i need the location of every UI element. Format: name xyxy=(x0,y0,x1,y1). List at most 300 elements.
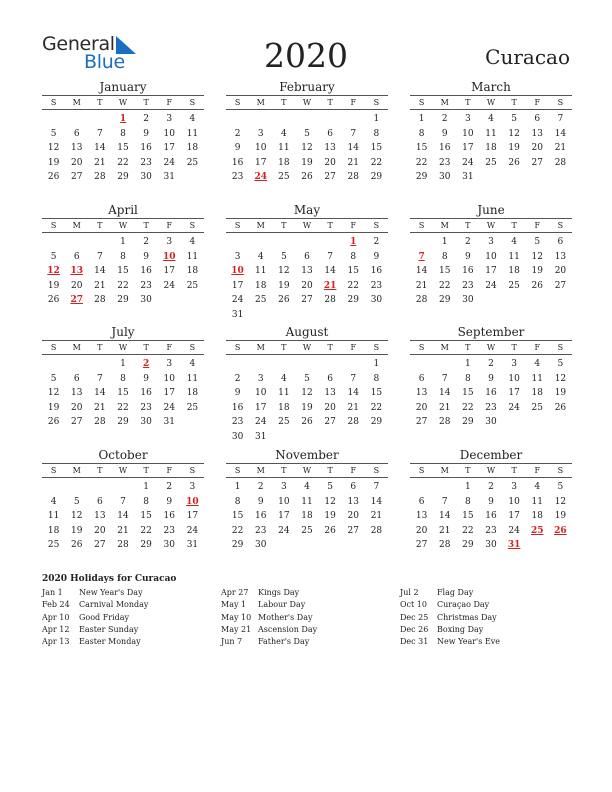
day-cell: 14 xyxy=(347,143,359,154)
holiday-row xyxy=(221,636,317,648)
day-grid xyxy=(42,235,204,308)
day-cell: 12 xyxy=(47,143,60,154)
day-cell: 6 xyxy=(327,128,333,139)
weekday-label: T xyxy=(281,98,287,107)
day-cell: 7 xyxy=(373,482,380,492)
weekday-label: W xyxy=(486,343,496,352)
weekday-label: W xyxy=(486,221,496,230)
weekday-label: T xyxy=(97,343,103,352)
day-cell: 1 xyxy=(418,114,425,124)
day-cell: 12 xyxy=(324,496,336,507)
month-title: May xyxy=(293,203,321,217)
weekday-label: M xyxy=(72,98,81,107)
day-cell: 5 xyxy=(304,128,310,139)
day-cell: 24 xyxy=(508,525,520,536)
month-december xyxy=(410,447,572,553)
day-cell: 2 xyxy=(234,373,241,384)
weekday-label: W xyxy=(118,343,128,352)
weekday-label: T xyxy=(281,221,287,230)
day-cell: 25 xyxy=(485,157,497,168)
holiday-date-label: Apr 27 xyxy=(221,588,249,597)
day-cell: 28 xyxy=(347,417,359,428)
day-cell: 21 xyxy=(415,280,428,291)
weekday-label: W xyxy=(118,466,128,475)
day-cell: 19 xyxy=(47,280,60,291)
day-cell: 10 xyxy=(163,373,175,384)
weekday-label: W xyxy=(118,98,128,107)
weekday-label: S xyxy=(234,98,241,107)
holiday-row xyxy=(400,636,500,648)
day-cell: 19 xyxy=(554,511,567,522)
day-cell: 16 xyxy=(140,388,152,399)
day-cell: 17 xyxy=(278,511,290,522)
day-cell: 28 xyxy=(94,417,106,428)
holiday-column xyxy=(400,587,500,648)
weekday-label: S xyxy=(373,466,380,475)
day-cell: 12 xyxy=(301,388,313,399)
day-cell: 7 xyxy=(327,251,333,262)
empty-cell xyxy=(272,357,295,372)
day-cell: 19 xyxy=(531,266,543,277)
weekday-label: F xyxy=(534,466,541,475)
weekday-label: S xyxy=(189,466,196,475)
holiday-row xyxy=(42,587,148,599)
day-cell: 22 xyxy=(462,525,474,536)
empty-cell xyxy=(42,235,65,250)
holiday-date-label: Feb 24 xyxy=(42,600,70,610)
holiday-date: 21 xyxy=(323,280,337,291)
weekday-label: T xyxy=(281,343,287,352)
day-cell: 19 xyxy=(278,280,290,291)
day-cell: 17 xyxy=(254,402,267,413)
holiday-row xyxy=(42,624,148,636)
day-cell: 8 xyxy=(120,128,126,139)
day-cell: 29 xyxy=(347,295,359,306)
weekday-label: W xyxy=(486,98,496,107)
day-cell: 16 xyxy=(438,143,451,154)
weekday-label: S xyxy=(234,466,241,475)
day-cell: 30 xyxy=(370,295,383,306)
day-cell: 7 xyxy=(441,373,448,384)
holiday-row xyxy=(42,599,148,611)
month-title: April xyxy=(108,203,138,217)
day-cell: 9 xyxy=(234,388,241,399)
day-cell: 24 xyxy=(231,295,244,306)
day-cell: 22 xyxy=(438,280,451,291)
day-cell: 22 xyxy=(370,402,383,413)
empty-cell xyxy=(65,357,88,372)
weekday-label: F xyxy=(350,221,357,230)
weekday-label: S xyxy=(189,221,196,230)
day-cell: 7 xyxy=(350,373,357,384)
empty-cell xyxy=(319,357,342,372)
day-cell: 9 xyxy=(234,143,241,154)
weekday-label: T xyxy=(97,98,103,107)
day-cell: 14 xyxy=(94,388,106,399)
empty-cell xyxy=(249,235,272,250)
holiday-date-label: May 1 xyxy=(221,600,247,610)
day-cell: 9 xyxy=(488,373,494,384)
day-cell: 4 xyxy=(189,359,196,369)
day-cell: 29 xyxy=(370,172,383,183)
day-cell: 2 xyxy=(143,237,149,247)
holiday-row xyxy=(42,612,148,624)
day-cell: 21 xyxy=(117,525,129,536)
day-cell: 23 xyxy=(254,525,267,536)
holiday-name: Flag Day xyxy=(437,588,474,597)
day-cell: 2 xyxy=(441,114,448,124)
day-cell: 30 xyxy=(254,540,267,551)
holiday-row xyxy=(400,624,500,636)
weekday-header xyxy=(226,95,388,110)
day-cell: 25 xyxy=(186,402,199,413)
day-cell: 13 xyxy=(415,511,428,522)
day-cell: 5 xyxy=(557,359,564,369)
month-title: December xyxy=(459,448,523,462)
day-cell: 26 xyxy=(47,417,60,428)
day-cell: 21 xyxy=(370,511,383,522)
day-cell: 3 xyxy=(166,114,173,124)
day-cell: 26 xyxy=(554,402,567,413)
day-cell: 26 xyxy=(47,295,60,306)
day-cell: 18 xyxy=(186,143,199,154)
day-cell: 4 xyxy=(189,237,196,247)
holiday-row xyxy=(221,599,317,611)
weekday-label: M xyxy=(256,343,265,352)
day-cell: 22 xyxy=(231,525,244,536)
day-cell: 13 xyxy=(554,251,567,262)
day-cell: 30 xyxy=(438,172,451,183)
weekday-label: F xyxy=(350,343,357,352)
day-cell: 6 xyxy=(304,251,310,262)
day-cell: 2 xyxy=(373,237,380,247)
day-cell: 19 xyxy=(301,157,313,168)
month-title: November xyxy=(275,448,339,462)
day-cell: 18 xyxy=(278,402,290,413)
holiday-date: 1 xyxy=(119,114,127,124)
day-cell: 31 xyxy=(254,431,267,442)
holiday-name: Father's Day xyxy=(258,637,310,647)
empty-cell xyxy=(42,112,65,127)
day-cell: 23 xyxy=(462,280,474,291)
day-cell: 28 xyxy=(94,172,106,183)
day-cell: 10 xyxy=(278,496,290,507)
weekday-label: M xyxy=(72,343,81,352)
empty-cell xyxy=(410,480,433,495)
day-cell: 16 xyxy=(140,266,152,277)
day-cell: 31 xyxy=(163,417,175,428)
day-cell: 22 xyxy=(370,157,383,168)
day-cell: 27 xyxy=(324,417,336,428)
day-cell: 8 xyxy=(120,251,126,262)
day-cell: 16 xyxy=(254,511,267,522)
weekday-label: F xyxy=(166,98,173,107)
day-cell: 27 xyxy=(94,540,106,551)
empty-cell xyxy=(295,357,318,372)
day-cell: 11 xyxy=(186,128,199,139)
day-grid xyxy=(410,480,572,553)
weekday-label: S xyxy=(557,221,564,230)
day-cell: 17 xyxy=(231,280,244,291)
day-cell: 6 xyxy=(96,496,103,507)
holiday-date-label: Jul 2 xyxy=(400,588,419,597)
day-cell: 4 xyxy=(534,482,541,492)
day-cell: 4 xyxy=(511,237,517,247)
day-cell: 22 xyxy=(462,402,474,413)
holiday-date-label: Jun 7 xyxy=(221,637,243,647)
holiday-name: Boxing Day xyxy=(437,624,484,634)
holiday-row xyxy=(400,599,500,611)
day-cell: 8 xyxy=(418,128,425,139)
weekday-label: S xyxy=(557,343,564,352)
day-cell: 15 xyxy=(415,143,428,154)
day-cell: 9 xyxy=(441,128,448,139)
day-cell: 12 xyxy=(47,388,60,399)
day-cell: 1 xyxy=(464,482,471,492)
weekday-label: M xyxy=(440,98,449,107)
holiday-date-label: Dec 26 xyxy=(400,624,429,634)
day-cell: 29 xyxy=(462,417,474,428)
day-cell: 23 xyxy=(485,402,497,413)
day-cell: 3 xyxy=(464,114,471,124)
day-cell: 8 xyxy=(373,128,380,139)
holiday-row xyxy=(400,612,500,624)
weekday-label: M xyxy=(440,343,449,352)
holiday-row xyxy=(221,624,317,636)
day-cell: 14 xyxy=(415,266,428,277)
day-cell: 8 xyxy=(234,496,241,507)
holiday-column xyxy=(42,587,148,648)
day-cell: 5 xyxy=(50,373,57,384)
day-cell: 3 xyxy=(166,237,173,247)
holiday-date-label: May 10 xyxy=(221,612,252,622)
day-cell: 5 xyxy=(50,128,57,139)
weekday-label: T xyxy=(97,221,103,230)
day-cell: 15 xyxy=(370,388,383,399)
day-cell: 23 xyxy=(163,525,175,536)
day-cell: 7 xyxy=(96,373,103,384)
day-cell: 16 xyxy=(231,157,244,168)
empty-cell xyxy=(88,480,111,495)
day-cell: 19 xyxy=(47,157,60,168)
month-august xyxy=(226,324,388,445)
empty-cell xyxy=(226,235,249,250)
month-title: October xyxy=(98,448,148,462)
day-cell: 26 xyxy=(278,295,290,306)
day-cell: 30 xyxy=(140,417,152,428)
day-cell: 10 xyxy=(462,128,474,139)
month-title: February xyxy=(279,80,335,94)
day-cell: 25 xyxy=(278,417,290,428)
weekday-label: M xyxy=(72,221,81,230)
day-cell: 24 xyxy=(254,417,267,428)
day-cell: 16 xyxy=(485,511,497,522)
weekday-label: T xyxy=(511,466,517,475)
month-title: July xyxy=(111,325,135,339)
day-cell: 18 xyxy=(186,266,199,277)
holidays-title: 2020 Holidays for Curacao xyxy=(42,574,177,584)
holiday-date: 10 xyxy=(186,496,199,507)
day-cell: 19 xyxy=(47,402,60,413)
month-february xyxy=(226,79,388,185)
day-cell: 28 xyxy=(370,525,383,536)
month-april xyxy=(42,202,204,308)
holiday-name: Ascension Day xyxy=(258,624,318,634)
day-cell: 20 xyxy=(70,280,83,291)
day-cell: 11 xyxy=(531,373,543,384)
day-cell: 24 xyxy=(163,280,175,291)
day-cell: 22 xyxy=(117,157,129,168)
holiday-date-label: Oct 10 xyxy=(400,600,427,610)
weekday-label: M xyxy=(440,466,449,475)
day-cell: 16 xyxy=(140,143,152,154)
day-cell: 1 xyxy=(464,359,471,369)
day-cell: 29 xyxy=(370,417,383,428)
empty-cell xyxy=(249,357,272,372)
month-may xyxy=(226,202,388,323)
day-cell: 20 xyxy=(301,280,313,291)
weekday-label: T xyxy=(143,466,149,475)
calendar-year: 2020 xyxy=(264,36,348,75)
day-cell: 12 xyxy=(531,251,543,262)
empty-cell xyxy=(342,112,365,127)
day-cell: 21 xyxy=(347,157,359,168)
month-march xyxy=(410,79,572,185)
day-cell: 18 xyxy=(508,266,520,277)
weekday-label: S xyxy=(50,466,57,475)
day-cell: 29 xyxy=(117,172,129,183)
day-cell: 27 xyxy=(415,540,428,551)
holiday-name: Mother's Day xyxy=(258,612,313,622)
day-cell: 8 xyxy=(464,373,471,384)
day-cell: 13 xyxy=(94,511,106,522)
day-cell: 26 xyxy=(324,525,336,536)
day-cell: 26 xyxy=(301,417,313,428)
day-cell: 3 xyxy=(511,482,517,492)
day-cell: 26 xyxy=(531,280,543,291)
day-cell: 31 xyxy=(186,540,199,551)
day-cell: 2 xyxy=(166,482,173,492)
day-cell: 25 xyxy=(47,540,60,551)
weekday-label: M xyxy=(72,466,81,475)
weekday-label: S xyxy=(234,343,241,352)
day-cell: 5 xyxy=(304,373,310,384)
day-cell: 12 xyxy=(554,373,567,384)
day-cell: 14 xyxy=(94,143,106,154)
day-cell: 11 xyxy=(186,251,199,262)
holiday-name: Christmas Day xyxy=(437,612,497,622)
empty-cell xyxy=(295,235,318,250)
day-cell: 7 xyxy=(557,114,564,124)
day-cell: 24 xyxy=(485,280,497,291)
day-cell: 24 xyxy=(278,525,290,536)
day-cell: 11 xyxy=(254,266,267,277)
day-cell: 12 xyxy=(70,511,83,522)
weekday-label: W xyxy=(302,466,312,475)
day-cell: 3 xyxy=(488,237,494,247)
day-cell: 4 xyxy=(189,114,196,124)
day-cell: 14 xyxy=(94,266,106,277)
day-cell: 1 xyxy=(120,359,126,369)
holiday-date-label: May 21 xyxy=(221,624,252,634)
empty-cell xyxy=(65,480,88,495)
day-cell: 18 xyxy=(278,157,290,168)
day-cell: 29 xyxy=(415,172,428,183)
day-cell: 1 xyxy=(373,114,380,124)
day-cell: 30 xyxy=(163,540,175,551)
weekday-label: W xyxy=(302,221,312,230)
day-cell: 27 xyxy=(531,157,543,168)
day-cell: 26 xyxy=(70,540,83,551)
day-cell: 20 xyxy=(70,402,83,413)
day-cell: 6 xyxy=(73,128,80,139)
day-cell: 11 xyxy=(278,388,290,399)
day-cell: 14 xyxy=(347,388,359,399)
weekday-label: W xyxy=(302,98,312,107)
day-grid xyxy=(42,480,204,553)
day-cell: 29 xyxy=(438,295,451,306)
weekday-label: F xyxy=(166,466,173,475)
day-grid xyxy=(410,235,572,308)
day-cell: 24 xyxy=(508,402,520,413)
day-cell: 4 xyxy=(488,114,494,124)
day-cell: 27 xyxy=(70,172,83,183)
day-cell: 13 xyxy=(531,128,543,139)
weekday-label: F xyxy=(166,343,173,352)
day-cell: 15 xyxy=(370,143,383,154)
empty-cell xyxy=(65,112,88,127)
weekday-label: F xyxy=(350,98,357,107)
weekday-header xyxy=(410,340,572,355)
holiday-name: New Year's Eve xyxy=(437,637,500,647)
weekday-label: S xyxy=(234,221,241,230)
holiday-name: Easter Sunday xyxy=(79,624,139,634)
day-cell: 5 xyxy=(557,482,564,492)
day-grid xyxy=(410,357,572,430)
weekday-label: S xyxy=(50,98,57,107)
holiday-date: 25 xyxy=(531,525,544,536)
day-cell: 6 xyxy=(534,114,541,124)
day-cell: 30 xyxy=(140,295,152,306)
empty-cell xyxy=(410,235,433,250)
day-cell: 3 xyxy=(234,251,241,262)
day-cell: 16 xyxy=(231,402,244,413)
weekday-label: F xyxy=(350,466,357,475)
weekday-header xyxy=(226,340,388,355)
day-cell: 21 xyxy=(438,525,451,536)
empty-cell xyxy=(319,235,342,250)
day-cell: 5 xyxy=(511,114,517,124)
day-cell: 29 xyxy=(117,295,129,306)
day-cell: 6 xyxy=(73,251,80,262)
empty-cell xyxy=(88,112,111,127)
day-cell: 9 xyxy=(464,251,471,262)
weekday-label: T xyxy=(143,98,149,107)
weekday-label: W xyxy=(118,221,128,230)
day-cell: 25 xyxy=(186,157,199,168)
day-cell: 25 xyxy=(254,295,267,306)
day-cell: 20 xyxy=(347,511,359,522)
month-october xyxy=(42,447,204,553)
weekday-header xyxy=(410,95,572,110)
day-cell: 20 xyxy=(324,402,336,413)
day-cell: 27 xyxy=(324,172,336,183)
day-cell: 15 xyxy=(462,511,474,522)
empty-cell xyxy=(42,480,65,495)
empty-cell xyxy=(226,357,249,372)
weekday-label: T xyxy=(327,98,333,107)
day-cell: 17 xyxy=(462,143,474,154)
